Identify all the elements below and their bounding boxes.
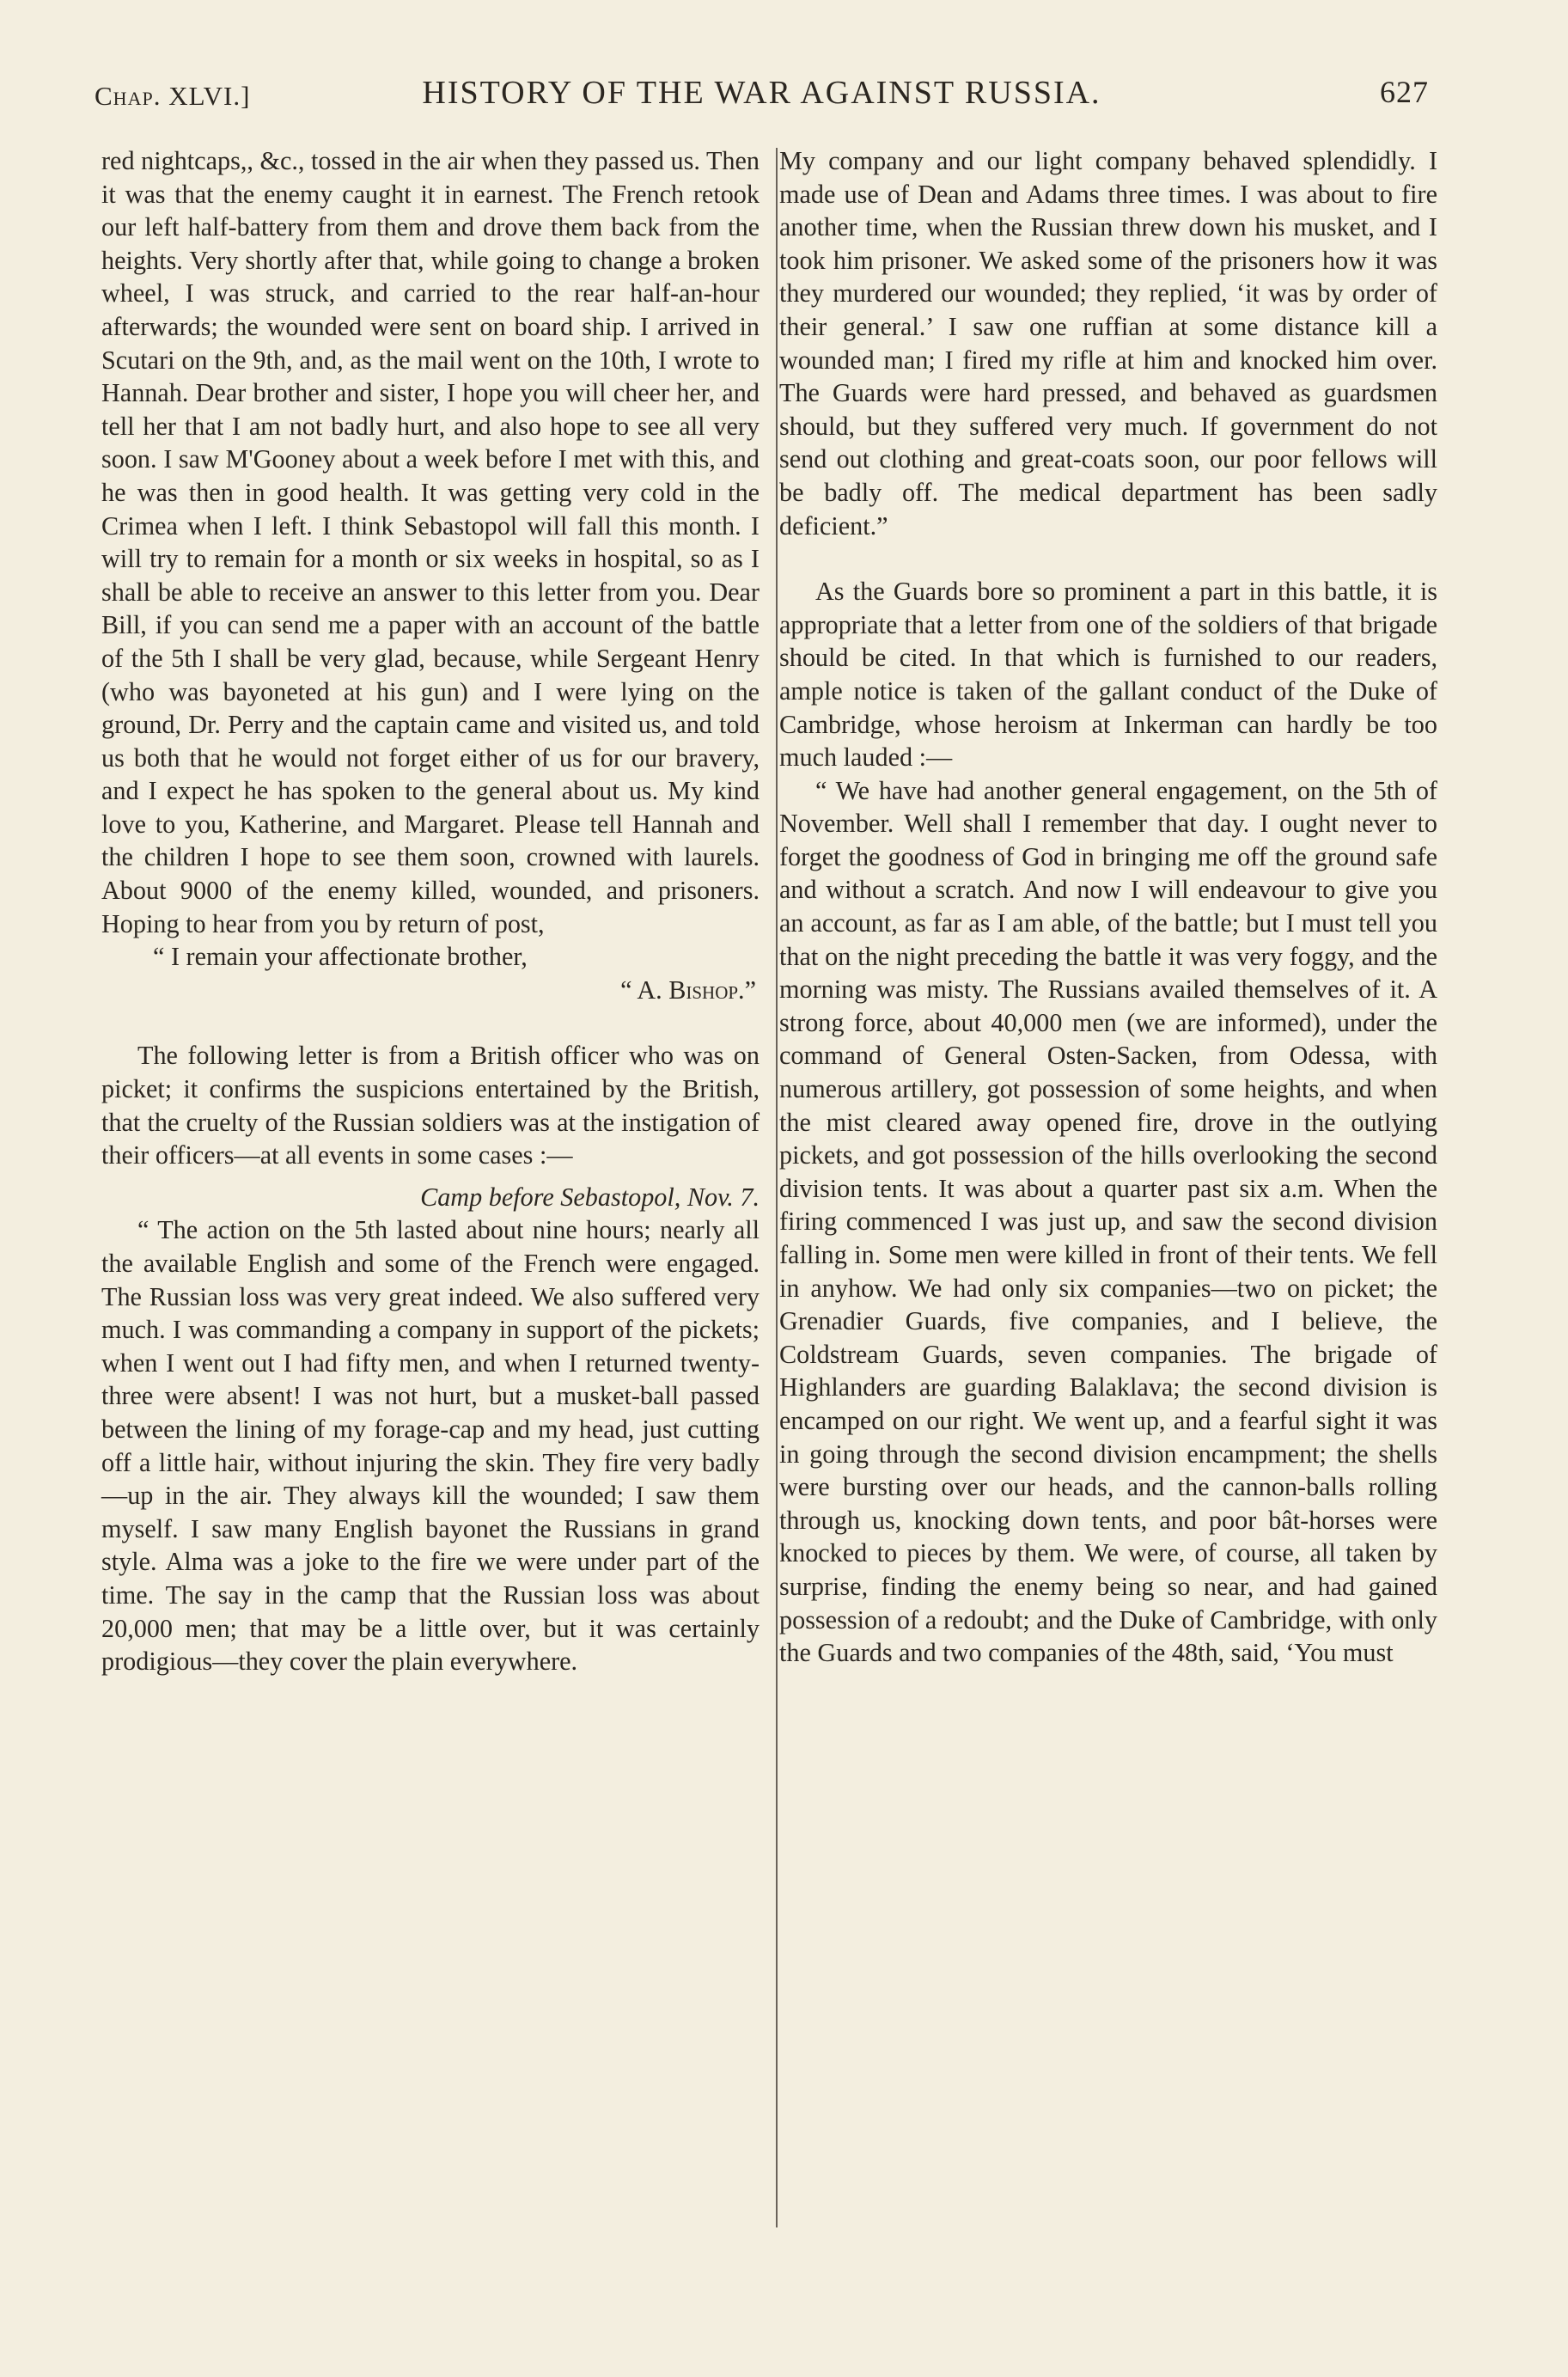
- page-number: 627: [1380, 75, 1429, 109]
- letter-signature: “ A. Bishop.”: [620, 975, 756, 1005]
- running-header: [95, 74, 1429, 125]
- left-column: [101, 144, 760, 1678]
- paragraph: “ The action on the 5th lasted about nine hours; nearly all the available English and some of the French were engaged. The Russian loss was very great indeed. We also suffered very much. I was commanding a company in support of the pickets; when I went out I had fifty men, and when I returned twenty-three were absent! I was not hurt, but a musket-ball passed between the lining of my forage-cap and my head, just cutting off a little hair, without injuring the skin. They fire very badly—up in the air. They always kill the wounded; I saw them myself. I saw many English bayonet the Russians in grand style. Alma was a joke to the fire we were under part of the time. The say in the camp that the Russian loss was about 20,000 men; that may be a little over, but it was certainly prodigious—they cover the plain everywhere.: [101, 1215, 760, 1677]
- paragraph: The following letter is from a British officer who was on picket; it confirms the suspicions entertained by the British, that the cruelty of the Russian soldiers was at the instigation of their officers—at all events in some cases :—: [101, 1041, 760, 1170]
- chapter-label: Chap. XLVI.]: [95, 81, 251, 111]
- column-divider: [776, 148, 778, 2227]
- paragraph: “ We have had another general engagement, on the 5th of November. Well shall I remember that day. I ought never to forget the goodness of God in bringing me off the ground safe and without a scratch. And now I will endeavour to give you an account, as far as I am able, of the battle; but I must tell you that on the night preceding the battle it was very foggy, and the morning was misty. The Russians availed themselves of it. A strong force, about 40,000 men (we are informed), under the command of General Osten-Sacken, from Odessa, with numerous artillery, got possession of some heights, and when the mist cleared away opened fire, drove in the outlying pickets, and got possession of the hills overlooking the second division tents. It was about a quarter past six a.m. When the firing commenced I was just up, and saw the second division falling in. Some men were killed in front of their tents. We fell in anyhow. We had only six companies—two on picket; the Grenadier Guards, five companies, and I believe, the Coldstream Guards, seven companies. The brigade of Highlanders are guarding Balaklava; the second division is encamped on our right. We went up, and a fearful sight it was in going through the second division encampment; the shells were bursting over our heads, and the cannon-balls rolling through us, knocking down tents, and poor bât-horses were knocked to pieces by them. We were, of course, all taken by surprise, finding the enemy being so near, and had gained possession of a redoubt; and the Duke of Cambridge, with only the Guards and two companies of the 48th, said, ‘You must: [779, 775, 1437, 1668]
- right-column: [779, 144, 1437, 1670]
- letter-closing: “ I remain your affectionate brother,: [153, 942, 528, 972]
- letter-dateline: Camp before Sebastopol, Nov. 7.: [420, 1182, 760, 1212]
- running-title: HISTORY OF THE WAR AGAINST RUSSIA.: [422, 75, 1101, 111]
- paragraph: As the Guards bore so prominent a part in this battle, it is appropriate that a letter from one of the soldiers of that brigade should be cited. In that which is furnished to our readers, ample notice is taken of the gallant conduct of the Duke of Cambridge, whose heroism at Inkerman can hardly be too much lauded :—: [779, 577, 1437, 773]
- paragraph: red nightcaps,, &c., tossed in the air when they passed us. Then it was that the enemy caught it in earnest. The French retook our left half-battery from them and drove them back from the heights. Very shortly after that, while going to change a broken wheel, I was struck, and carried to the rear half-an-hour afterwards; the wounded were sent on board ship. I arrived in Scutari on the 9th, and, as the mail went on the 10th, I wrote to Hannah. Dear brother and sister, I hope you will cheer her, and tell her that I am not badly hurt, and also hope to see all very soon. I saw M'Gooney about a week before I met with this, and he was then in good health. It was getting very cold in the Crimea when I left. I think Sebastopol will fall this month. I will try to remain for a month or six weeks in hospital, so as I shall be able to receive an answer to this letter from you. Dear Bill, if you can send me a paper with an account of the battle of the 5th I shall be very glad, because, while Sergeant Henry (who was bayoneted at his gun) and I were lying on the ground, Dr. Perry and the captain came and visited us, and told us both that he would not forget either of us for our bravery, and I expect he has spoken to the general about us. My kind love to you, Katherine, and Margaret. Please tell Hannah and the children I hope to see them soon, crowned with laurels. About 9000 of the enemy killed, wounded, and prisoners. Hoping to hear from you by return of post,: [101, 146, 760, 938]
- paragraph: My company and our light company behaved splendidly. I made use of Dean and Adams three times. I was about to fire another time, when the Russian threw down his musket, and I took him prisoner. We asked some of the prisoners how it was they murdered our wounded; they replied, ‘it was by order of their general.’ I saw one ruffian at some distance kill a wounded man; I fired my rifle at him and knocked him over. The Guards were hard pressed, and behaved as guardsmen should, but they suffered very much. If government do not send out clothing and great-coats soon, our poor fellows will be badly off. The medical department has been sadly deficient.”: [779, 146, 1437, 541]
